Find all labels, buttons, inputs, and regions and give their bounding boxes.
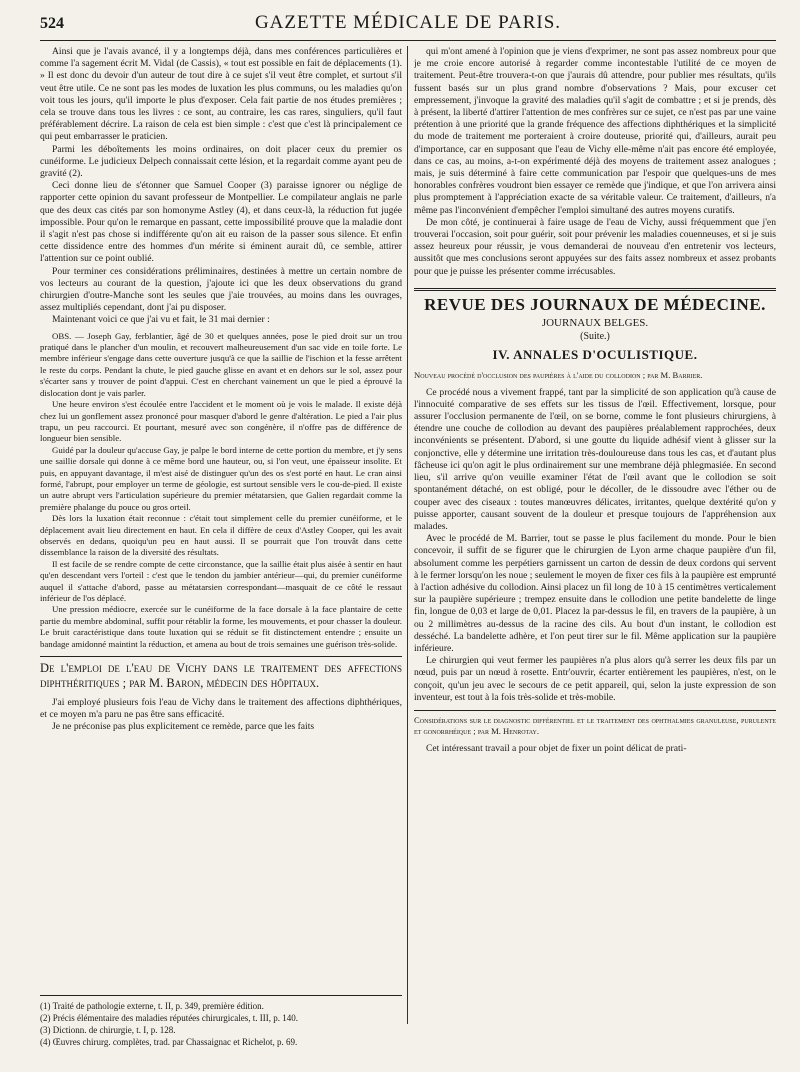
paragraph: Ainsi que je l'avais avancé, il y a longtemps déjà, dans mes conférences particulières et comme l'a sagement écrit M. Vidal (de Cassis), « tout est possible en fait de déplacements (1). » Il est donc du devoir d'un auteur de tout dire à ce sujet s'il veut être complet, et surtout s'il veut être utile. Ce ne sont pas les modes de luxation les plus communs, ou les maladies qu'on voit tous les jours, qu'il importe le plus d'exposer. Cela fait partie de nos études premières ; cela se trouve dans tous les livres : ce sont, au contraire, les cas rares, singuliers, qu'il faut préférablement décrire. La raison de cela est bien simple : c'est que c'est là principalement ce qui peut embarrasser le praticien.	[40, 46, 402, 143]
revue-title: REVUE DES JOURNAUX DE MÉDECINE.	[424, 294, 766, 314]
section-divider	[414, 710, 776, 711]
paragraph: Parmi les déboîtements les moins ordinaires, on doit placer ceux du premier os cunéiforme. Le judicieux Delpech connaissait cette lésion, et la regardait comme ayant peu de gravité (2).	[40, 143, 402, 180]
paragraph: De mon côté, je continuerai à faire usage de l'eau de Vichy, aussi fréquemment que j'en trouverai l'occasion, soit pour guérir, soit pour prévenir les maladies couenneuses, et si je suis assez heureux pour réussir, je vous demanderai de nouveau d'en entretenir vos lecteurs, aussitôt que mes conclusions seront appuyées sur des faits assez nombreux et assez probants pour que je puisse les présenter comme irrécusables.	[414, 216, 776, 277]
paragraph: Cet intéressant travail a pour objet de fixer un point délicat de prati-	[426, 742, 687, 754]
journaux-heading: JOURNAUX BELGES.	[541, 317, 649, 330]
vichy-article-title: De l'emploi de l'eau de Vichy dans le traitement des affections diphthéritiques ; par M. Baron, médecin des hôpitaux.	[40, 661, 402, 691]
paragraph: Je ne préconise pas plus explicitement ce remède, parce que les faits	[52, 721, 315, 733]
right-column	[414, 46, 776, 1024]
page-header	[40, 12, 776, 41]
section-divider	[414, 288, 776, 291]
suite-label: (Suite.)	[580, 331, 610, 343]
paragraph: Ceci donne lieu de s'étonner que Samuel Cooper (3) paraisse ignorer ou néglige de rapporter cette opinion du savant professeur de Montpellier. Le compilateur anglais ne parle que des deux cas cités par son homonyme Astley (4), et dans ceux-là, la réduction fut jugée impossible. Pour qu'on le remarque en passant, cette impossibilité prouve que la maladie dont il s'agit n'est pas chose si indifférente qu'on ait eu raison de la passer sous silence. Et enfin cette dissidence entre des hommes d'un mérite si éminent aurait dû, ce semble, attirer l'attention sur ce point oublié.	[40, 180, 402, 265]
footnote: (4) Œuvres chirurg. complètes, trad. par Chassaignac et Richelot, p. 69.	[40, 1037, 298, 1047]
footnotes	[40, 995, 402, 1048]
columns	[40, 46, 776, 1024]
observation-paragraph: Une pression médiocre, exercée sur le cunéiforme de la face dorsale à la face plantaire de cette partie du membre abdominal, suffit pour rétablir la forme, les mouvements, et pour chasser la douleur. Le bruit caractéristique dans toute luxation qui se réduit se fit distinctement entendre ; ensuite un bandage amidonné maintint la réduction, et amena au bout de trois semaines une guérison très-solide.	[40, 604, 402, 649]
article-title: Nouveau procédé d'occlusion des paupières à l'aide du collodion ; par M. Barrier.	[414, 369, 703, 380]
journal-title: GAZETTE MÉDICALE DE PARIS.	[254, 12, 562, 33]
paragraph: qui m'ont amené à l'opinion que je viens d'exprimer, ne sont pas assez nombreux pour que je me croie encore autorisé à regarder comme incontestable l'utilité de ce moyen de traitement. Peut-être trouvera-t-on que j'aurais dû attendre, pour publier mes résultats, qu'ils fussent basés sur un plus grand nombre d'observations ? Mais, pour excuser cet empressement, j'invoque la gravité des maladies qu'il s'agit de combattre ; et si je prends, dès à présent, la liberté d'attirer l'attention de mes confrères sur ce sujet, ce n'est pas par une vaine prétention à une priorité que la grande fréquence des affections diphthériques et la simplicité du mode de traitement me porteraient à croire douteuse, priorité qui, d'ailleurs, aurait peu d'importance, car en supposant que l'eau de Vichy elle-même n'ait pas encore été employée, dans ce cas, au moins, a-t-on expérimenté déjà des moyens de traitement assez analogues ; mais, je suis déterminé à faire cette communication par l'espoir que quelques-uns de mes honorables confrères voudront bien essayer ce remède que j'indique, et que l'on arrivera ainsi plus promptement à l'appréciation exacte de sa véritable valeur. Ce traitement, d'ailleurs, n'a même pas l'inconvénient d'empêcher l'emploi simultané des autres moyens curatifs.	[414, 46, 776, 216]
page-number: 524	[40, 15, 64, 32]
column-rule	[407, 46, 408, 1024]
observation-paragraph: Il est facile de se rendre compte de cette circonstance, que la saillie était plus aisée à sentir en haut qu'en descendant vers l'orteil : c'est que le tendon du jambier antérieur—qui, du premier cunéiforme auquel il s'attache d'abord, passe au métatarsien correspondant—masquait de ce côté le ressaut inférieur de l'os déplacé.	[40, 558, 402, 604]
section-divider	[40, 656, 402, 657]
paragraph: Ce procédé nous a vivement frappé, tant par la simplicité de son application qu'à cause de l'innocuité comparative de ses effets sur les tissus de l'œil. Effectivement, lorsque, pour assurer l'occlusion permanente de l'œil, on se borne, comme le font plusieurs chirurgiens, à étendre une couche de collodion au devant des paupières préalablement rapprochées, deux inconvénients se présentent. D'abord, si une goutte du liquide adhésif vient à glisser sur la conjonctive, elle y détermine une irritation très-douloureuse dans tous les cas, et d'autant plus fâcheuse ici qu'on agit le plus ordinairement sur une membrane déjà phlegmasiée. En second lieu, s'il arrive qu'on veuille examiner l'état de l'œil avant que le collodion se soit spontanément détaché, on est obligé, pour le décoller, de le dissoudre avec l'éther ou de couper avec des ciseaux : toutes manœuvres délicates, irritantes, quelque dextérité qu'on y puisse apporter, causant souvent de la douleur et presque toujours de l'appréhension aux malades.	[414, 386, 776, 532]
paragraph: J'ai employé plusieurs fois l'eau de Vichy dans le traitement des affections diphthériques, et ce moyen m'a paru ne pas être sans efficacité.	[40, 697, 402, 721]
footnote: (1) Traité de pathologie externe, t. II, p. 349, première édition.	[40, 1001, 264, 1011]
observation-paragraph: Guidé par la douleur qu'accuse Gay, je palpe le bord interne de cette portion du membre, et j'y sens une saillie dorsale qui donne à ce même bord une hauteur, ou, si l'on veut, une épaisseur insolite. Et puis, en appuyant davantage, il m'est aisé de distinguer qu'un des os s'est porté en haut. Le cran ainsi formé, l'abrupt, pour employer un terme de géologie, est surtout sensible vers le cou-de-pied. Il existe un autre abrupt vers l'articulation supérieure du premier métatarsien, que Galien regardait comme la première phalange du pouce ou gros orteil.	[40, 444, 402, 512]
observation-paragraph: OBS. — Joseph Gay, ferblantier, âgé de 30 et quelques années, pose le pied droit sur un trou pratiqué dans le plancher d'un moulin, et recouvert malheureusement d'un sac vide en toile forte. Le membre inférieur s'engage dans cette ouverture jusqu'à ce que la saillie de l'ischion et la fesse arrêtent le reste du corps. Pendant la chute, le pied gauche glisse en avant et en dehors sur le sol, assez pour s'écarter sans y trouver de point d'appui. C'est en cherchant vainement un que le pied a éprouvé la dislocation dont je vais parler.	[40, 330, 402, 398]
considerations-title: Considérations sur le diagnostic différentiel et le traitement des ophthalmies granuleuse, purulente et gonorrhéique ; par M. Henrotay.	[414, 714, 776, 736]
left-column	[40, 46, 402, 1024]
observation-paragraph: Une heure environ s'est écoulée entre l'accident et le moment où je vois le malade. Il existe déjà chez lui un gonflement assez prononcé pour masquer d'abord le genre d'altération. Le pied a l'air plus trapu, un peu raccourci. Et pourtant, mesuré avec son congénère, il n'offre pas de différence de longueur bien sensible.	[40, 399, 402, 444]
footnote: (2) Précis élémentaire des maladies réputées chirurgicales, t. III, p. 140.	[40, 1013, 298, 1023]
paragraph: Le chirurgien qui veut fermer les paupières n'a plus alors qu'à serrer les deux fils par un nœud, puis par un nœud à rosette. Entr'ouvrir, écarter entièrement les paupières, n'est, on le conçoit, qu'un jeu avec le secours de ce petit appareil, qui, selon la juste expression de son inventeur, est tout à la fois très-solide et très-mobile.	[414, 655, 776, 703]
newspaper-page	[40, 12, 776, 1064]
footnote: (3) Dictionn. de chirurgie, t. I, p. 128.	[40, 1025, 176, 1035]
paragraph: Maintenant voici ce que j'ai vu et fait, le 31 mai dernier :	[52, 314, 270, 326]
observation-paragraph: Dès lors la luxation était reconnue : c'était tout simplement celle du premier cunéiforme, et le déplacement avait lieu directement en haut. En cela il diffère de ceux d'Astley Cooper, qui les avait observés en dedans, quoiqu'un peu en haut aussi. Il se pourrait que l'on trouvât dans cette dissemblance la raison de la diversité des résultats.	[40, 513, 402, 558]
annales-heading: IV. ANNALES D'OCULISTIQUE.	[492, 347, 698, 363]
paragraph: Pour terminer ces considérations préliminaires, destinées à mettre un certain nombre de vos lecteurs au courant de la question, j'ajoute ici que les deux observations du grand chirurgien d'outre-Manche sont les seules que j'aie trouvées, au moins dans les ouvrages, assez multipliés cependant, dont j'ai pu disposer.	[40, 265, 402, 314]
paragraph: Avec le procédé de M. Barrier, tout se passe le plus facilement du monde. Pour le bien concevoir, il suffit de se figurer que le chirurgien de Lyon arme chaque paupière d'un fil, absolument comme les perpétiers garnissent un carton de dessin de deux cordons qui servent à le fermer lorsqu'on les noue ; seulement le moyen de fixer ces fils à la paupière est emprunté à l'action adhésive du collodion. Ainsi placez un fil long de 10 à 15 centimètres verticalement sur la paupière supérieure ; trempez ensuite dans le collodion une petite bandelette de linge fin, longue de 0,03 et large de 0,01. Placez la par-dessus le fil, en travers de la paupière, à un ou 2 millimètres au-dessus de la racine des cils. Au bout d'un instant, le collodion est desséché. La bandelette adhère, et l'on peut tirer sur le fil. Même application sur la paupière inférieure.	[414, 533, 776, 654]
